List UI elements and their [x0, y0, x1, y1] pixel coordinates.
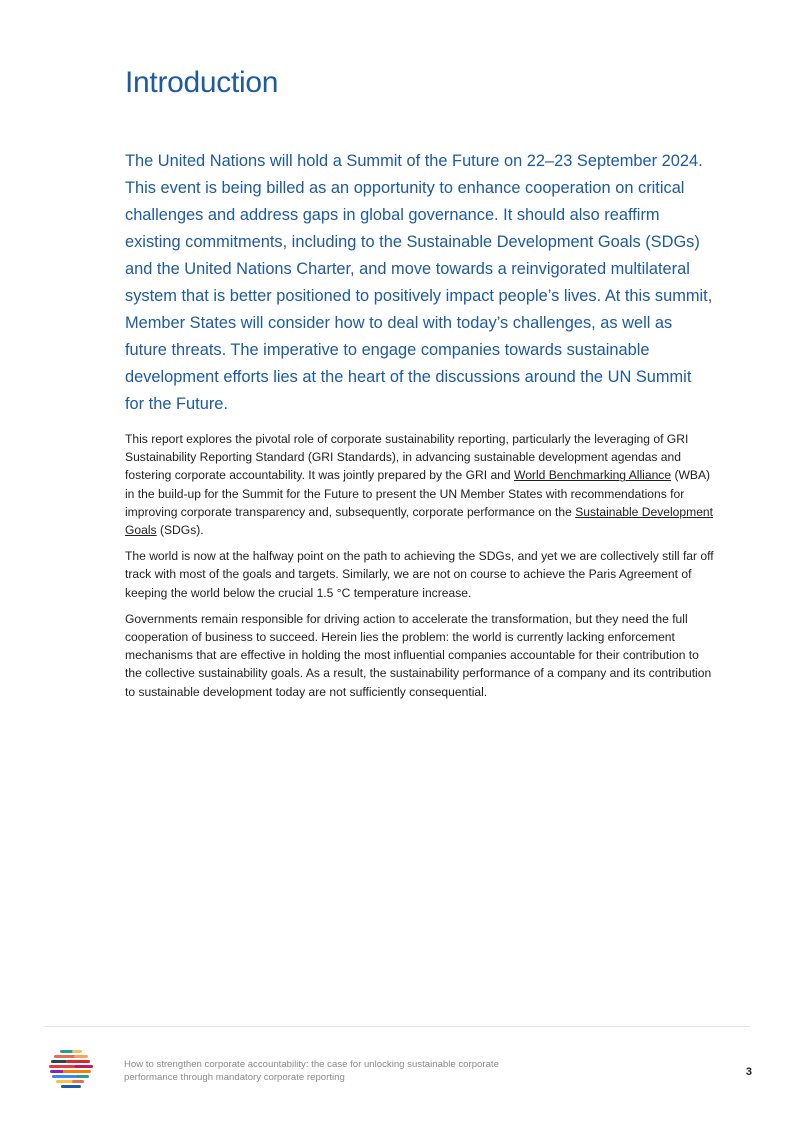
sustainable-development-goals-link[interactable]: Sustainable Development Goals — [125, 504, 714, 538]
page-title: Introduction — [125, 66, 279, 99]
body-paragraph-1 — [125, 430, 715, 539]
footer-line-1: How to strengthen corporate accountability: the case for unlocking sustainable corporate — [124, 1059, 499, 1070]
footer-line-2: performance through mandatory corporate reporting — [124, 1072, 345, 1083]
body-text — [125, 430, 715, 709]
paragraph-1-text-a: This report explores the pivotal role of corporate sustainability reporting, particularly the leveraging of GRI Sustainability Reporting Standard (GRI Standards), in advancing sustainable development agendas and fostering corporate accountability. It was jointly prepared by the GRI and — [125, 432, 689, 483]
footer-divider — [45, 1026, 750, 1027]
striped-globe-logo-icon — [48, 1048, 94, 1092]
paragraph-1-text-c: (SDGs). — [156, 523, 204, 538]
body-paragraph-2: The world is now at the halfway point on the path to achieving the SDGs, and yet we are collectively still far off track with most of the goals and targets. Similarly, we are not on course to achieve the Paris Agreement of keeping the world below the crucial 1.5 °C temperature increase. — [125, 549, 714, 600]
body-paragraph-3: Governments remain responsible for driving action to accelerate the transformation, but they need the full cooperation of business to succeed. Herein lies the problem: the world is currently lacking enforcement mechanisms that are effective in holding the most influential companies accountable for their contribution to the collective sustainability goals. As a result, the sustainability performance of a company and its contribution to sustainable development today are not sufficiently consequential. — [125, 611, 712, 699]
paragraph-1-text-b: (WBA) in the build-up for the Summit for the Future to present the UN Member States with recommendations for improving corporate transparency and, subsequently, corporate performance on the — [125, 468, 711, 519]
footer-report-title — [124, 1058, 524, 1084]
lead-paragraph: The United Nations will hold a Summit of the Future on 22–23 September 2024. This event is being billed as an opportunity to enhance cooperation on critical challenges and address gaps in global governance. It should also reaffirm existing commitments, including to the Sustainable Development Goals (SDGs) and the United Nations Charter, and move towards a reinvigorated multilateral system that is better positioned to positively impact people’s lives. At this summit, Member States will consider how to deal with today’s challenges, as well as future threats. The imperative to engage companies towards sustainable development efforts lies at the heart of the discussions around the UN Summit for the Future. — [125, 152, 713, 413]
page-number: 3 — [745, 1066, 752, 1078]
world-benchmarking-alliance-link[interactable]: World Benchmarking Alliance — [514, 468, 672, 483]
